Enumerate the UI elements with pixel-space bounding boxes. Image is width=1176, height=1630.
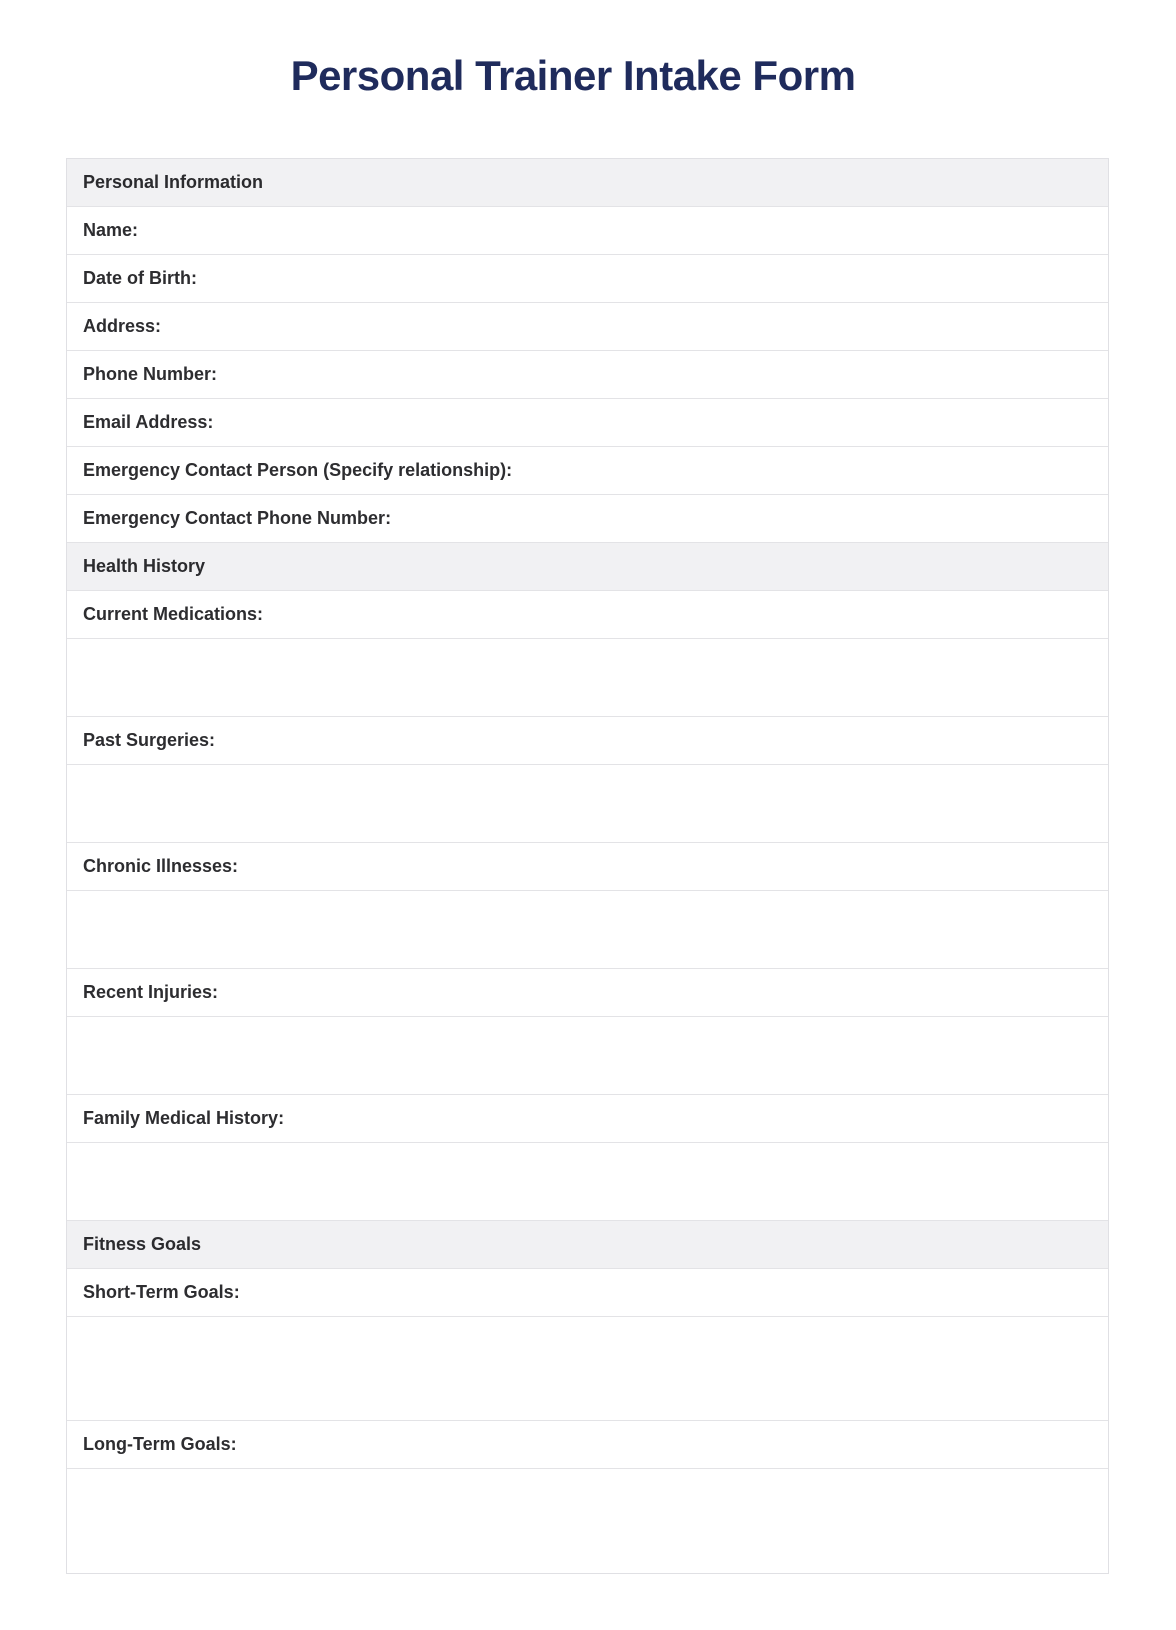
field-row-phone-number[interactable] — [67, 351, 1108, 399]
write-in-area-family-medical-history[interactable] — [67, 1143, 1108, 1221]
field-row-recent-injuries[interactable] — [67, 969, 1108, 1017]
field-label-name: Name: — [83, 220, 139, 240]
field-row-emergency-contact-person[interactable] — [67, 447, 1108, 495]
field-row-current-medications[interactable] — [67, 591, 1108, 639]
write-in-area-current-medications[interactable] — [67, 639, 1108, 717]
field-label-date-of-birth: Date of Birth: — [83, 268, 197, 288]
write-in-area-past-surgeries[interactable] — [67, 765, 1108, 843]
write-in-area-recent-injuries[interactable] — [67, 1017, 1108, 1095]
field-label-phone-number: Phone Number: — [83, 364, 218, 384]
field-row-emergency-contact-phone[interactable] — [67, 495, 1108, 543]
field-label-chronic-illnesses: Chronic Illnesses: — [83, 856, 239, 876]
write-in-area-short-term-goals[interactable] — [67, 1317, 1108, 1421]
field-row-short-term-goals[interactable] — [67, 1269, 1108, 1317]
field-row-chronic-illnesses[interactable] — [67, 843, 1108, 891]
field-label-recent-injuries: Recent Injuries: — [83, 982, 219, 1002]
write-in-area-chronic-illnesses[interactable] — [67, 891, 1108, 969]
page-title: Personal Trainer Intake Form — [290, 52, 856, 99]
field-label-email-address: Email Address: — [83, 412, 214, 432]
field-row-past-surgeries[interactable] — [67, 717, 1108, 765]
field-label-emergency-contact-person: Emergency Contact Person (Specify relationship): — [83, 460, 513, 480]
intake-form-table — [66, 158, 1109, 1574]
field-label-address: Address: — [83, 316, 162, 336]
field-row-address[interactable] — [67, 303, 1108, 351]
field-row-email-address[interactable] — [67, 399, 1108, 447]
section-header-health-history: Health History — [67, 543, 1108, 591]
field-label-emergency-contact-phone: Emergency Contact Phone Number: — [83, 508, 392, 528]
field-row-date-of-birth[interactable] — [67, 255, 1108, 303]
field-label-current-medications: Current Medications: — [83, 604, 264, 624]
field-label-long-term-goals: Long-Term Goals: — [83, 1434, 237, 1454]
field-row-long-term-goals[interactable] — [67, 1421, 1108, 1469]
section-header-fitness-goals: Fitness Goals — [67, 1221, 1108, 1269]
field-row-name[interactable] — [67, 207, 1108, 255]
field-row-family-medical-history[interactable] — [67, 1095, 1108, 1143]
section-header-personal-information: Personal Information — [67, 159, 1108, 207]
field-label-past-surgeries: Past Surgeries: — [83, 730, 216, 750]
field-label-family-medical-history: Family Medical History: — [83, 1108, 285, 1128]
field-label-short-term-goals: Short-Term Goals: — [83, 1282, 240, 1302]
write-in-area-long-term-goals[interactable] — [67, 1469, 1108, 1573]
